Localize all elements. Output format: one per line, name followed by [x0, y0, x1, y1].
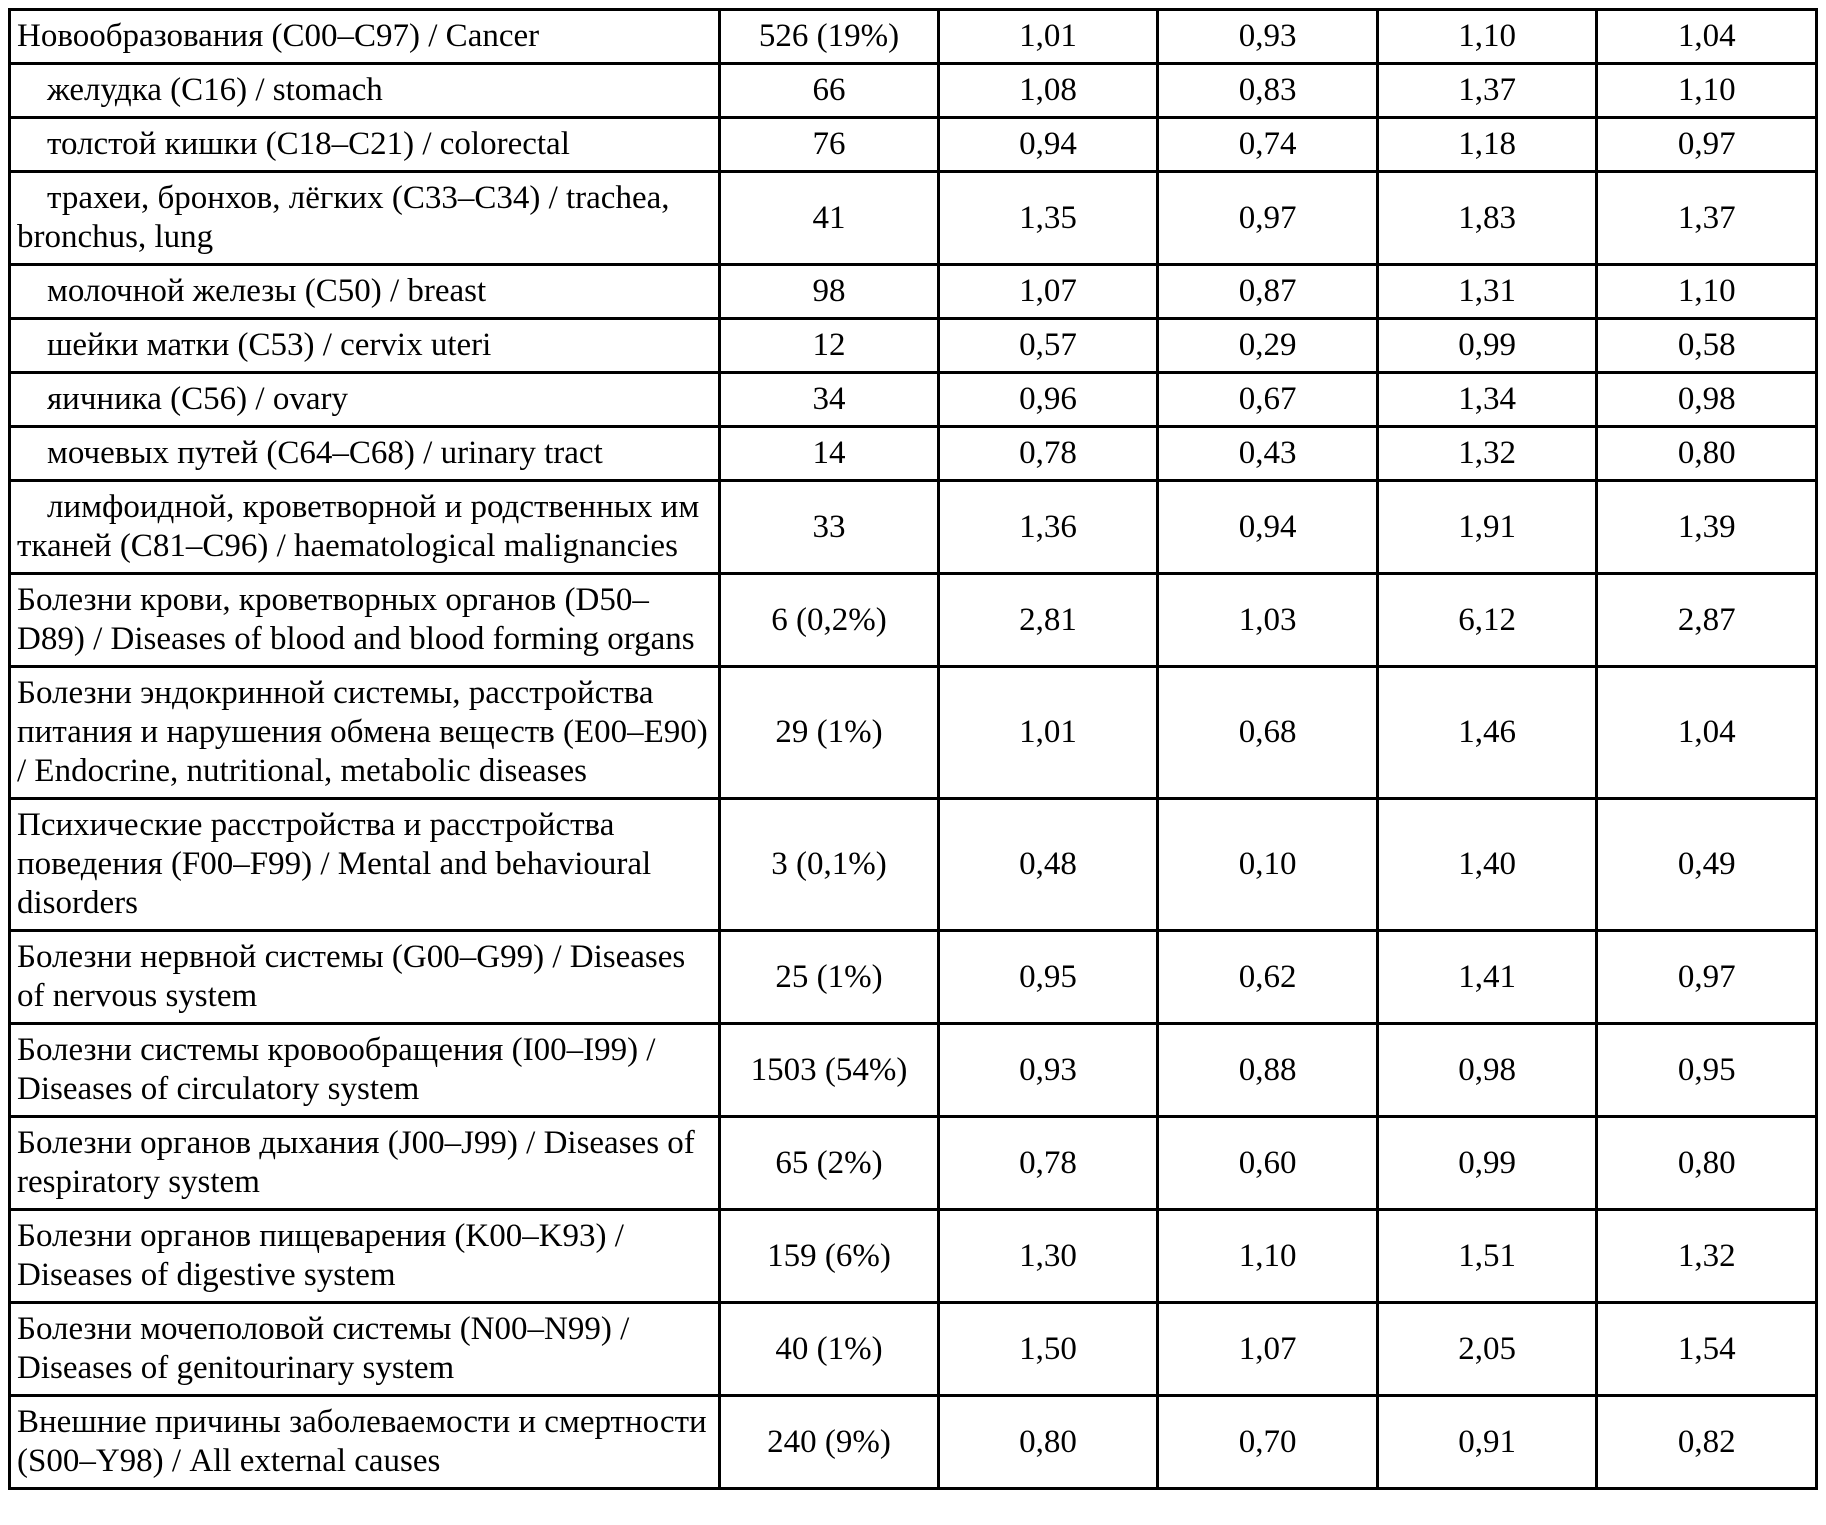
count-cell: 159 (6%)	[720, 1210, 939, 1303]
table-body	[10, 10, 1817, 1489]
table-row	[10, 481, 1817, 574]
value-cell: 1,10	[1158, 1210, 1378, 1303]
table-row	[10, 1396, 1817, 1489]
table-row	[10, 265, 1817, 319]
mortality-table	[8, 8, 1818, 1490]
count-cell: 40 (1%)	[720, 1303, 939, 1396]
value-cell: 1,35	[938, 172, 1158, 265]
value-cell: 1,04	[1597, 667, 1817, 799]
count-cell: 25 (1%)	[720, 931, 939, 1024]
value-cell: 0,97	[1158, 172, 1378, 265]
count-cell: 14	[720, 427, 939, 481]
value-cell: 0,10	[1158, 799, 1378, 931]
value-cell: 1,07	[938, 265, 1158, 319]
table-row	[10, 667, 1817, 799]
value-cell: 0,83	[1158, 64, 1378, 118]
cause-cell: Болезни эндокринной системы, расстройства питания и нарушения обмена веществ (E00–E90) / Endocrine, nutritional, metabolic diseases	[10, 667, 720, 799]
count-cell: 76	[720, 118, 939, 172]
value-cell: 1,01	[938, 667, 1158, 799]
value-cell: 0,62	[1158, 931, 1378, 1024]
count-cell: 41	[720, 172, 939, 265]
value-cell: 1,83	[1377, 172, 1597, 265]
cause-cell: трахеи, бронхов, лёгких (C33–C34) / trachea, bronchus, lung	[10, 172, 720, 265]
table-row	[10, 172, 1817, 265]
value-cell: 2,81	[938, 574, 1158, 667]
value-cell: 0,93	[938, 1024, 1158, 1117]
value-cell: 0,93	[1158, 10, 1378, 64]
cause-cell: Болезни мочеполовой системы (N00–N99) / Diseases of genitourinary system	[10, 1303, 720, 1396]
value-cell: 1,10	[1377, 10, 1597, 64]
table-row	[10, 1303, 1817, 1396]
value-cell: 1,41	[1377, 931, 1597, 1024]
value-cell: 1,36	[938, 481, 1158, 574]
value-cell: 0,67	[1158, 373, 1378, 427]
value-cell: 1,40	[1377, 799, 1597, 931]
value-cell: 0,99	[1377, 1117, 1597, 1210]
value-cell: 1,91	[1377, 481, 1597, 574]
value-cell: 0,87	[1158, 265, 1378, 319]
value-cell: 0,88	[1158, 1024, 1378, 1117]
value-cell: 0,98	[1597, 373, 1817, 427]
value-cell: 0,80	[1597, 1117, 1817, 1210]
table-row	[10, 574, 1817, 667]
value-cell: 6,12	[1377, 574, 1597, 667]
count-cell: 3 (0,1%)	[720, 799, 939, 931]
count-cell: 65 (2%)	[720, 1117, 939, 1210]
value-cell: 1,32	[1377, 427, 1597, 481]
value-cell: 1,34	[1377, 373, 1597, 427]
count-cell: 98	[720, 265, 939, 319]
value-cell: 0,95	[1597, 1024, 1817, 1117]
value-cell: 1,46	[1377, 667, 1597, 799]
value-cell: 0,70	[1158, 1396, 1378, 1489]
value-cell: 1,10	[1597, 265, 1817, 319]
table-row	[10, 373, 1817, 427]
value-cell: 0,82	[1597, 1396, 1817, 1489]
value-cell: 0,74	[1158, 118, 1378, 172]
table-row	[10, 427, 1817, 481]
value-cell: 0,68	[1158, 667, 1378, 799]
value-cell: 1,50	[938, 1303, 1158, 1396]
cause-cell: шейки матки (C53) / cervix uteri	[10, 319, 720, 373]
value-cell: 1,37	[1377, 64, 1597, 118]
value-cell: 0,94	[938, 118, 1158, 172]
value-cell: 0,97	[1597, 931, 1817, 1024]
value-cell: 1,07	[1158, 1303, 1378, 1396]
table-row	[10, 1117, 1817, 1210]
value-cell: 0,60	[1158, 1117, 1378, 1210]
table-row	[10, 10, 1817, 64]
value-cell: 1,37	[1597, 172, 1817, 265]
value-cell: 0,78	[938, 427, 1158, 481]
cause-cell: яичника (C56) / ovary	[10, 373, 720, 427]
value-cell: 0,29	[1158, 319, 1378, 373]
value-cell: 1,18	[1377, 118, 1597, 172]
cause-cell: Болезни нервной системы (G00–G99) / Diseases of nervous system	[10, 931, 720, 1024]
cause-cell: лимфоидной, кроветворной и родственных им тканей (C81–C96) / haematological malignancies	[10, 481, 720, 574]
count-cell: 240 (9%)	[720, 1396, 939, 1489]
value-cell: 0,80	[1597, 427, 1817, 481]
count-cell: 29 (1%)	[720, 667, 939, 799]
cause-cell: Новообразования (C00–C97) / Cancer	[10, 10, 720, 64]
value-cell: 2,87	[1597, 574, 1817, 667]
count-cell: 12	[720, 319, 939, 373]
value-cell: 0,48	[938, 799, 1158, 931]
table-row	[10, 1210, 1817, 1303]
value-cell: 0,49	[1597, 799, 1817, 931]
value-cell: 0,58	[1597, 319, 1817, 373]
value-cell: 2,05	[1377, 1303, 1597, 1396]
value-cell: 0,94	[1158, 481, 1378, 574]
value-cell: 0,98	[1377, 1024, 1597, 1117]
value-cell: 0,96	[938, 373, 1158, 427]
count-cell: 66	[720, 64, 939, 118]
value-cell: 0,80	[938, 1396, 1158, 1489]
count-cell: 526 (19%)	[720, 10, 939, 64]
cause-cell: мочевых путей (C64–C68) / urinary tract	[10, 427, 720, 481]
value-cell: 1,32	[1597, 1210, 1817, 1303]
cause-cell: толстой кишки (C18–C21) / colorectal	[10, 118, 720, 172]
cause-cell: молочной железы (C50) / breast	[10, 265, 720, 319]
value-cell: 1,39	[1597, 481, 1817, 574]
table-row	[10, 118, 1817, 172]
value-cell: 0,95	[938, 931, 1158, 1024]
table-row	[10, 319, 1817, 373]
value-cell: 1,51	[1377, 1210, 1597, 1303]
value-cell: 0,91	[1377, 1396, 1597, 1489]
cause-cell: Болезни органов пищеварения (K00–K93) / Diseases of digestive system	[10, 1210, 720, 1303]
value-cell: 1,04	[1597, 10, 1817, 64]
value-cell: 0,57	[938, 319, 1158, 373]
value-cell: 0,78	[938, 1117, 1158, 1210]
value-cell: 1,54	[1597, 1303, 1817, 1396]
value-cell: 1,30	[938, 1210, 1158, 1303]
cause-cell: Психические расстройства и расстройства поведения (F00–F99) / Mental and behavioural disorders	[10, 799, 720, 931]
cause-cell: Болезни системы кровообращения (I00–I99) / Diseases of circulatory system	[10, 1024, 720, 1117]
cause-cell: Болезни органов дыхания (J00–J99) / Diseases of respiratory system	[10, 1117, 720, 1210]
table-row	[10, 64, 1817, 118]
value-cell: 1,31	[1377, 265, 1597, 319]
value-cell: 1,08	[938, 64, 1158, 118]
cause-cell: желудка (C16) / stomach	[10, 64, 720, 118]
table-row	[10, 1024, 1817, 1117]
cause-cell: Болезни крови, кроветворных органов (D50–D89) / Diseases of blood and blood forming organs	[10, 574, 720, 667]
count-cell: 6 (0,2%)	[720, 574, 939, 667]
count-cell: 1503 (54%)	[720, 1024, 939, 1117]
table-row	[10, 931, 1817, 1024]
value-cell: 0,99	[1377, 319, 1597, 373]
cause-cell: Внешние причины заболеваемости и смертности (S00–Y98) / All external causes	[10, 1396, 720, 1489]
count-cell: 34	[720, 373, 939, 427]
count-cell: 33	[720, 481, 939, 574]
value-cell: 1,10	[1597, 64, 1817, 118]
value-cell: 0,97	[1597, 118, 1817, 172]
value-cell: 1,03	[1158, 574, 1378, 667]
table-row	[10, 799, 1817, 931]
value-cell: 0,43	[1158, 427, 1378, 481]
value-cell: 1,01	[938, 10, 1158, 64]
